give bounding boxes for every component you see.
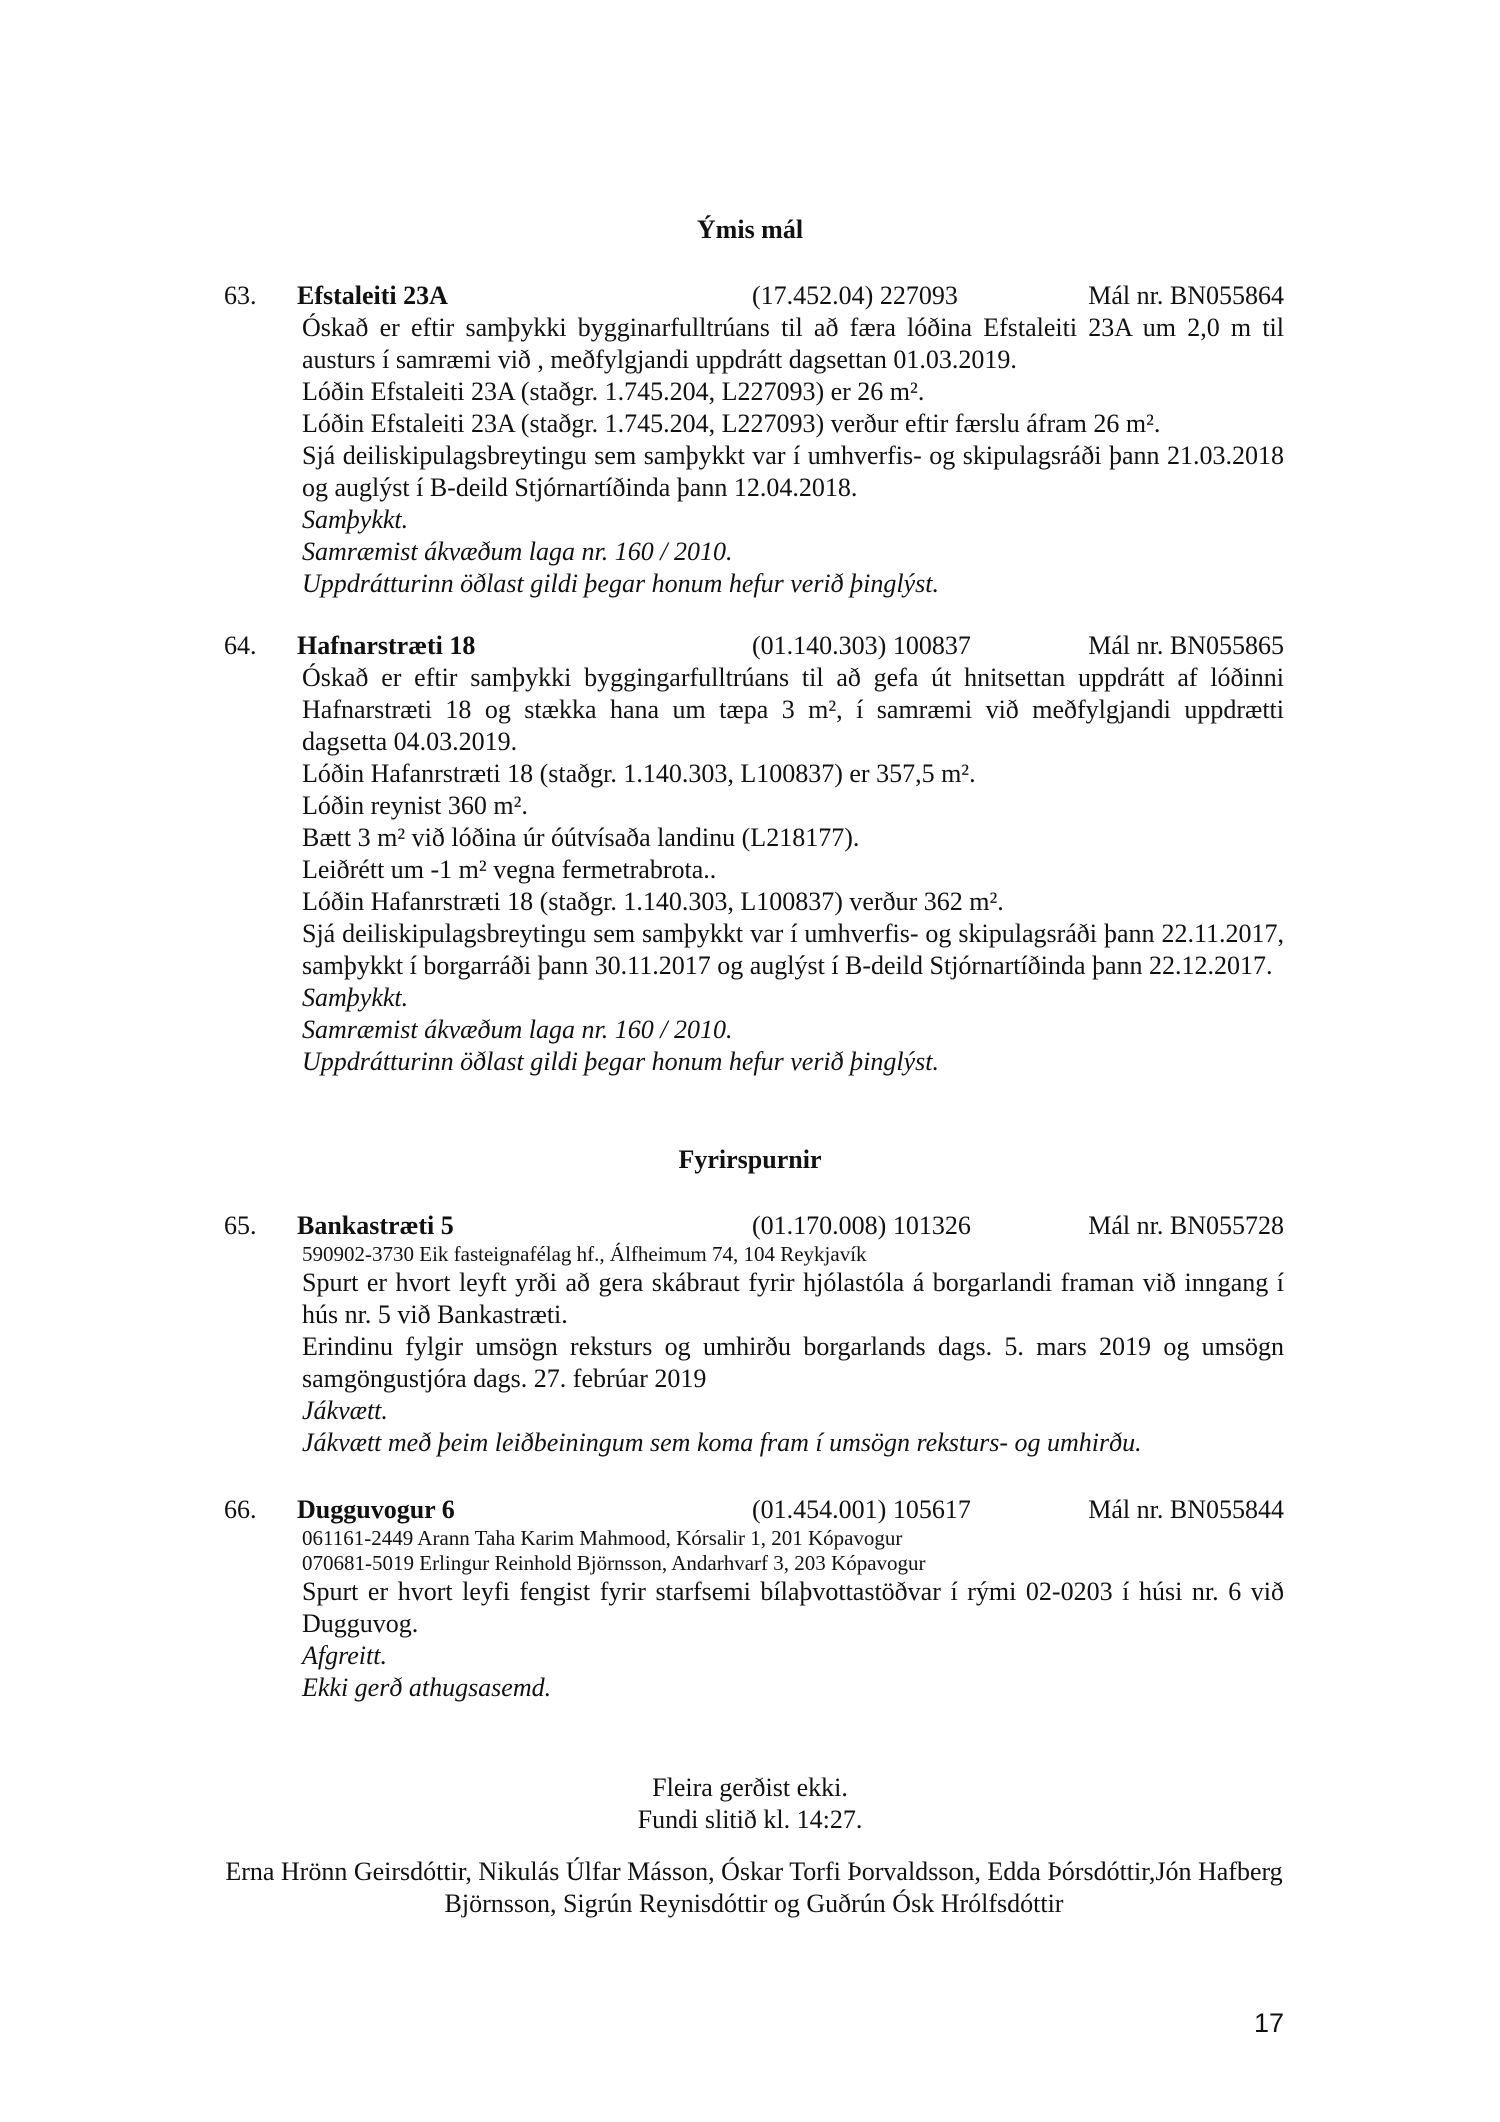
case-applicant: 590902-3730 Eik fasteignafélag hf., Álfheimum 74, 104 Reykjavík <box>302 1242 867 1266</box>
closing-line: Fundi slitið kl. 14:27. <box>637 1805 863 1834</box>
case-66 <box>224 1494 1284 1704</box>
case-description: Óskað er eftir samþykki byggingarfulltrúans til að gefa út hnitsettan uppdrátt af lóðinni Hafnarstræti 18 og stækka hana um tæpa 3 m², í samræmi við meðfylgjandi uppdrætti dagsetta 04.03.2019. <box>302 663 1284 756</box>
closing-line: Fleira gerðist ekki. <box>652 1773 848 1802</box>
case-body <box>302 1242 1284 1459</box>
case-detail-line: Bætt 3 m² við lóðina úr óútvísaða landinu (L218177). <box>302 823 860 852</box>
case-detail-line: Lóðin reynist 360 m². <box>302 791 528 820</box>
case-reference: (17.452.04) 227093 <box>752 281 958 310</box>
case-description: Spurt er hvort leyft yrði að gera skábraut fyrir hjólastóla á borgarlandi framan við inngang í hús nr. 5 við Bankastræti. <box>302 1268 1284 1329</box>
case-63 <box>224 280 1284 600</box>
case-note: Uppdrátturinn öðlast gildi þegar honum hefur verið þinglýst. <box>302 569 939 598</box>
case-note: Uppdrátturinn öðlast gildi þegar honum hefur verið þinglýst. <box>302 1047 939 1076</box>
section-title-fyrirspurnir: Fyrirspurnir <box>678 1145 822 1174</box>
case-number: 64. <box>224 631 257 660</box>
case-detail-line: Lóðin Efstaleiti 23A (staðgr. 1.745.204, L227093) verður eftir færslu áfram 26 m². <box>302 409 1161 438</box>
case-decision: Afgreitt. <box>302 1641 387 1670</box>
case-64 <box>224 630 1284 1078</box>
case-address: Bankastræti 5 <box>297 1211 454 1240</box>
case-decision: Jákvætt. <box>302 1396 388 1425</box>
case-applicant: 070681-5019 Erlingur Reinhold Björnsson, Andarhvarf 3, 203 Kópavogur <box>302 1551 926 1575</box>
case-65 <box>224 1210 1284 1459</box>
case-description: Spurt er hvort leyfi fengist fyrir starfsemi bílaþvottastöðvar í rými 02-0203 í húsi nr. 6 við Dugguvog. <box>302 1577 1284 1638</box>
case-reference-note: Sjá deiliskipulagsbreytingu sem samþykkt var í umhverfis- og skipulagsráði þann 21.03.2018 og auglýst í B-deild Stjórnartíðinda þann 12.04.2018. <box>302 441 1284 502</box>
case-number: 63. <box>224 281 257 310</box>
case-decision: Samþykkt. <box>302 505 409 534</box>
case-reference: (01.140.303) 100837 <box>752 631 971 660</box>
case-body <box>302 1526 1284 1704</box>
case-reference: (01.454.001) 105617 <box>752 1495 971 1524</box>
case-address: Dugguvogur 6 <box>297 1495 455 1524</box>
case-mal-number: Mál nr. BN055844 <box>1088 1495 1284 1524</box>
case-body <box>302 662 1284 1078</box>
case-note: Samræmist ákvæðum laga nr. 160 / 2010. <box>302 1015 733 1044</box>
closing-remarks <box>0 1772 1500 1836</box>
page-number: 17 <box>1253 2008 1284 2038</box>
case-number: 65. <box>224 1211 257 1240</box>
case-reference: (01.170.008) 101326 <box>752 1211 971 1240</box>
case-description: Óskað er eftir samþykki bygginarfulltrúans til að færa lóðina Efstaleiti 23A um 2,0 m til austurs í samræmi við , meðfylgjandi uppdrátt dagsettan 01.03.2019. <box>302 313 1284 374</box>
section-title-ymis-mal: Ýmis mál <box>696 215 804 244</box>
case-number: 66. <box>224 1495 257 1524</box>
case-body <box>302 312 1284 600</box>
case-applicant: 061161-2449 Arann Taha Karim Mahmood, Kórsalir 1, 201 Kópavogur <box>302 1526 903 1550</box>
case-attachment-note: Erindinu fylgir umsögn reksturs og umhirðu borgarlands dags. 5. mars 2019 og umsögn samgöngustjóra dags. 27. febrúar 2019 <box>302 1332 1284 1393</box>
case-detail-line: Lóðin Hafanrstræti 18 (staðgr. 1.140.303, L100837) er 357,5 m². <box>302 759 976 788</box>
case-address: Hafnarstræti 18 <box>297 631 476 660</box>
case-detail-line: Lóðin Hafanrstræti 18 (staðgr. 1.140.303, L100837) verður 362 m². <box>302 887 1004 916</box>
case-detail-line: Leiðrétt um -1 m² vegna fermetrabrota.. <box>302 855 717 884</box>
case-header <box>224 1494 1284 1526</box>
case-note: Ekki gerð athugsasemd. <box>302 1673 552 1702</box>
case-header <box>224 630 1284 662</box>
case-reference-note: Sjá deiliskipulagsbreytingu sem samþykkt var í umhverfis- og skipulagsráði þann 22.11.2017, samþykkt í borgarráði þann 30.11.2017 og auglýst í B-deild Stjórnartíðinda þann 22.12.2017. <box>302 919 1284 980</box>
case-header <box>224 1210 1284 1242</box>
case-address: Efstaleiti 23A <box>297 281 448 310</box>
case-header <box>224 280 1284 312</box>
case-note: Jákvætt með þeim leiðbeiningum sem koma fram í umsögn reksturs- og umhirðu. <box>302 1428 1142 1457</box>
case-mal-number: Mál nr. BN055728 <box>1088 1211 1284 1240</box>
case-mal-number: Mál nr. BN055865 <box>1088 631 1284 660</box>
case-note: Samræmist ákvæðum laga nr. 160 / 2010. <box>302 537 733 566</box>
case-decision: Samþykkt. <box>302 983 409 1012</box>
case-detail-line: Lóðin Efstaleiti 23A (staðgr. 1.745.204, L227093) er 26 m². <box>302 377 925 406</box>
case-mal-number: Mál nr. BN055864 <box>1088 281 1284 310</box>
attendees-list: Erna Hrönn Geirsdóttir, Nikulás Úlfar Másson, Óskar Torfi Þorvaldsson, Edda Þórsdóttir,Jón Hafberg Björnsson, Sigrún Reynisdóttir og Guðrún Ósk Hrólfsdóttir <box>225 1857 1283 1918</box>
